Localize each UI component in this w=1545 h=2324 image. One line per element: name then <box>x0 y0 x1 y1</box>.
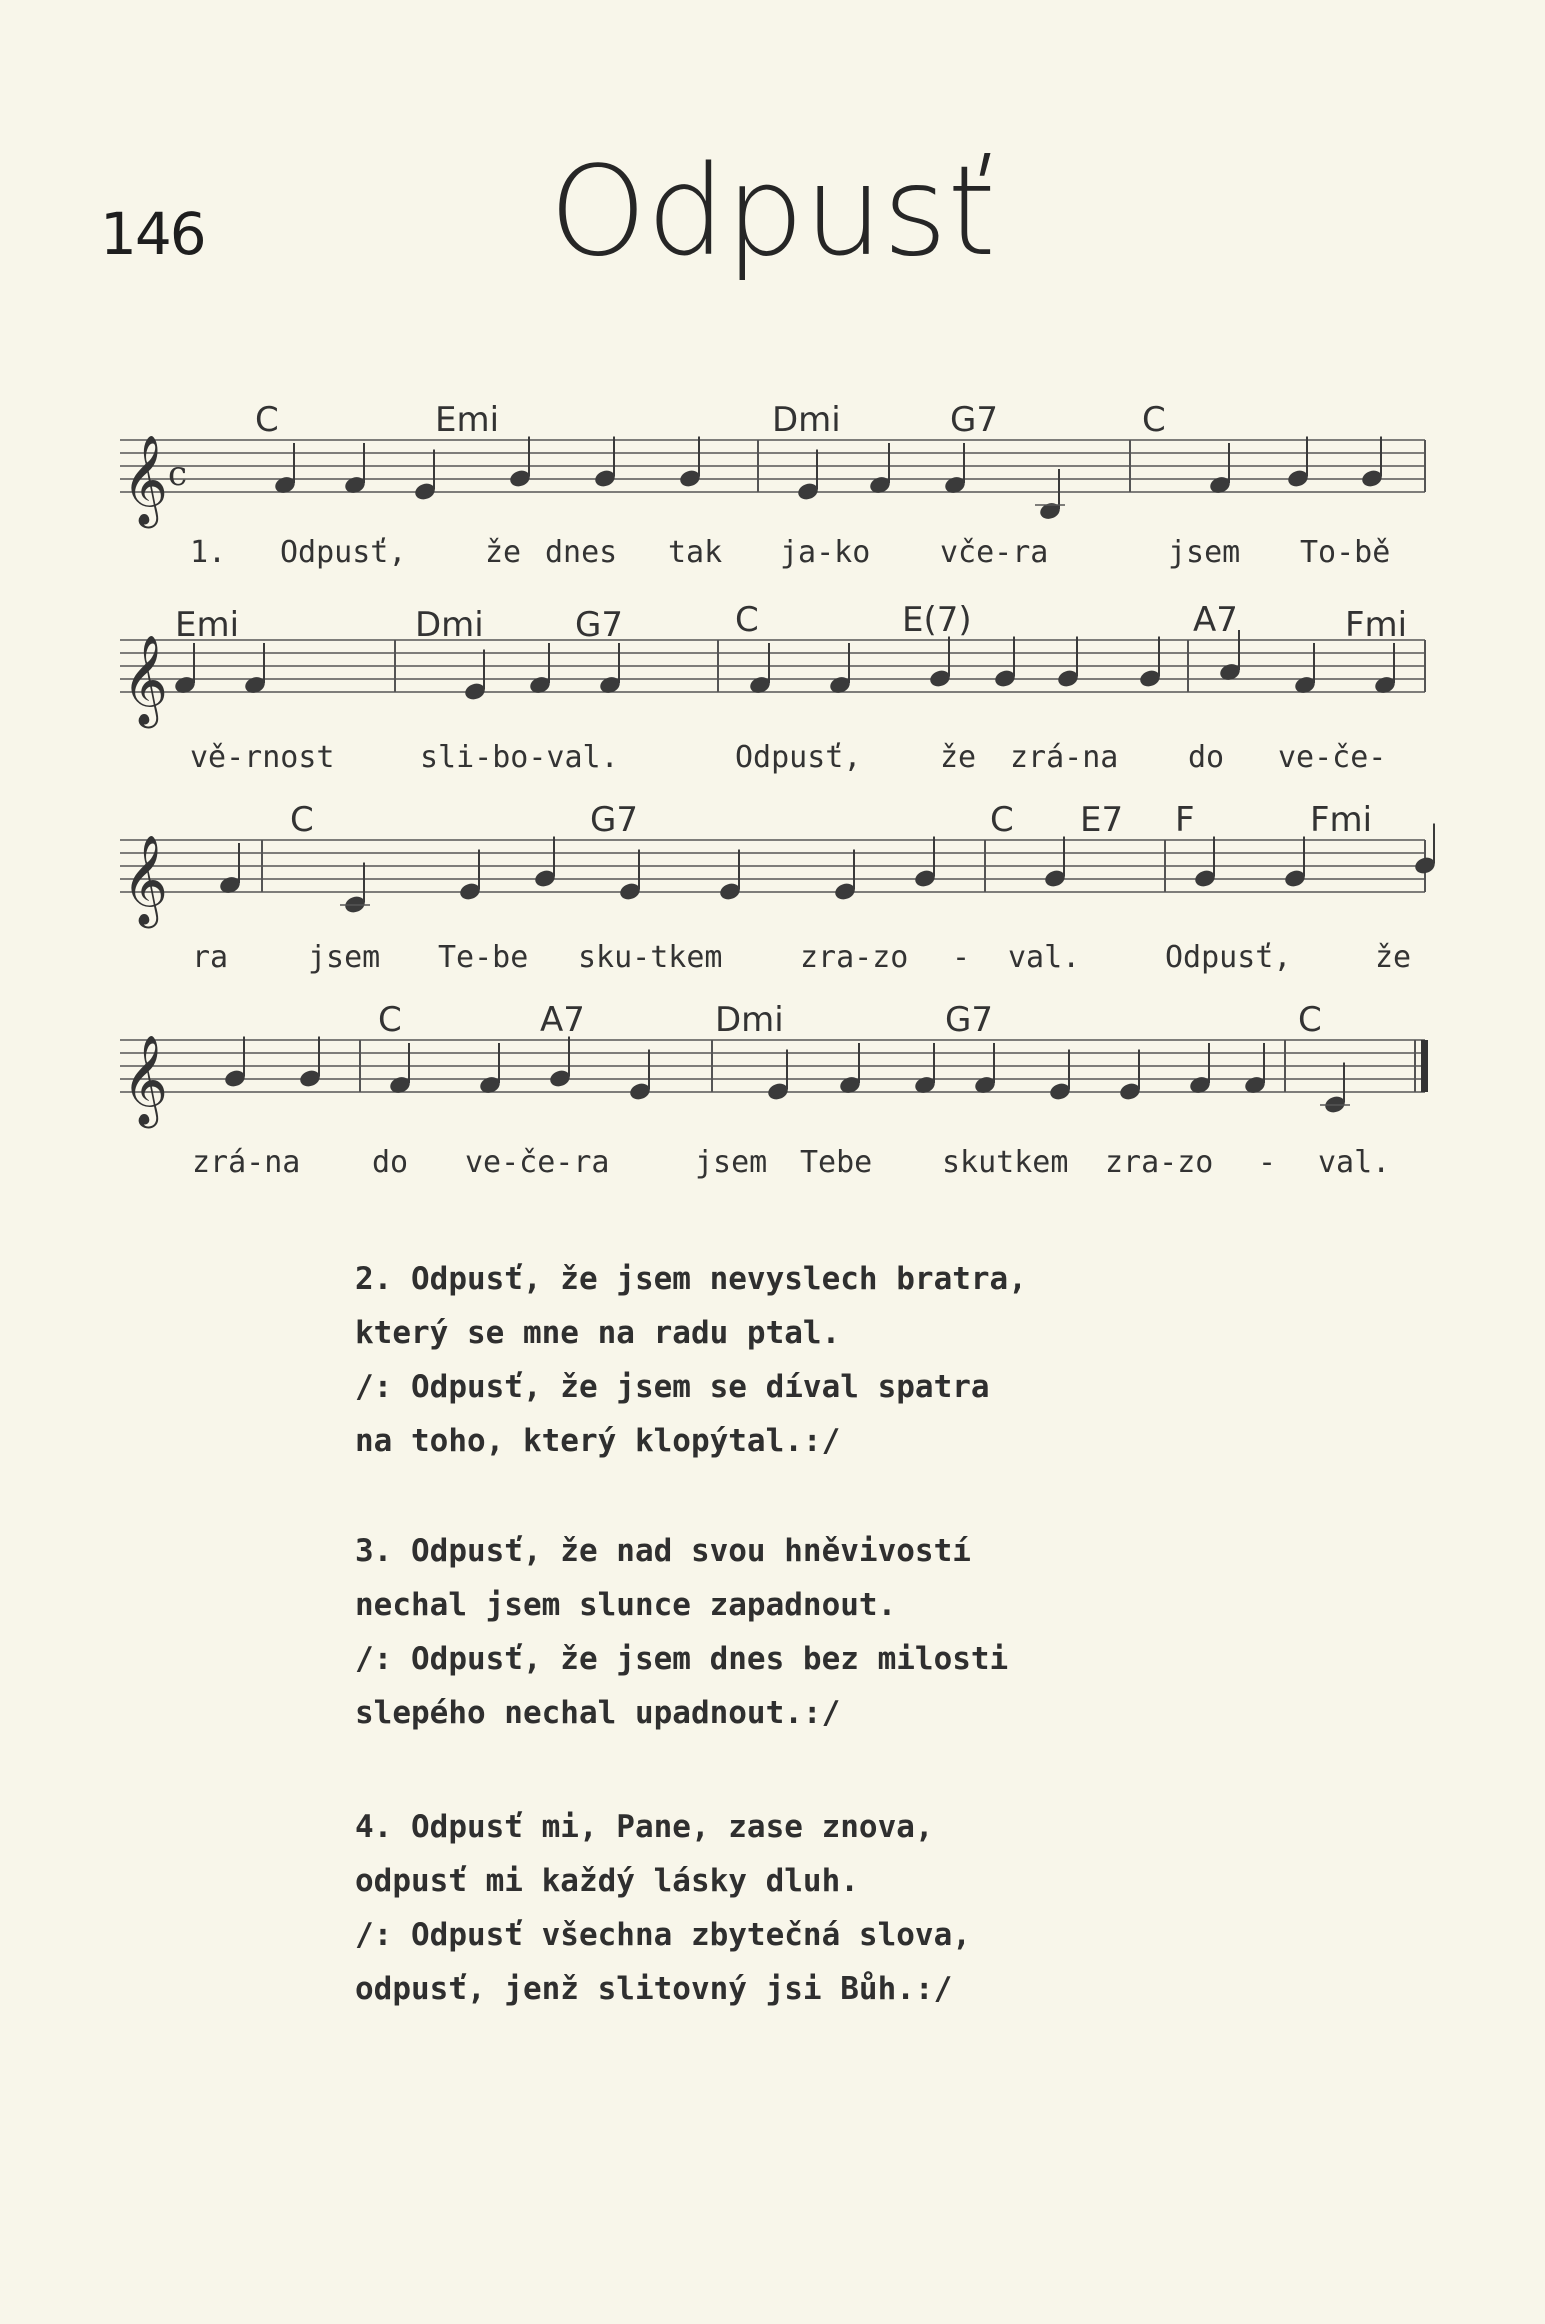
lyric-syllable: ve-če-ra <box>465 1145 610 1180</box>
chord: C <box>1142 400 1166 440</box>
lyric-syllable: - <box>1258 1145 1277 1180</box>
verse-line: nechal jsem slunce zapadnout. <box>355 1587 897 1623</box>
chord: A7 <box>1193 600 1238 640</box>
verse-line: 4. Odpusť mi, Pane, zase znova, <box>355 1809 934 1845</box>
chord: Dmi <box>415 605 484 645</box>
verse-line: 3. Odpusť, že nad svou hněvivostí <box>355 1533 971 1569</box>
chord: G7 <box>590 800 638 840</box>
chord: Emi <box>175 605 240 645</box>
chord: A7 <box>540 1000 585 1040</box>
lyric-syllable: zra-zo <box>1105 1145 1214 1180</box>
chord: C <box>290 800 314 840</box>
chord: F <box>1175 800 1195 840</box>
lyric-syllable: zrá-na <box>192 1145 301 1180</box>
staff-system-1 <box>0 400 1545 580</box>
lyric-syllable: 1. <box>190 535 227 570</box>
lyric-syllable: dnes <box>545 535 618 570</box>
lyric-syllable: Tebe <box>800 1145 873 1180</box>
chord: C <box>990 800 1014 840</box>
lyric-syllable: - <box>952 940 971 975</box>
lyric-syllable: sku-tkem <box>578 940 723 975</box>
chord: G7 <box>945 1000 993 1040</box>
time-signature: c <box>168 454 188 494</box>
verse-3 <box>355 1524 1008 1740</box>
chord: C <box>378 1000 402 1040</box>
lyric-syllable: zrá-na <box>1010 740 1119 775</box>
final-bar-thick <box>1421 1040 1428 1092</box>
lyric-syllable: tak <box>668 535 723 570</box>
staff-system-3 <box>0 800 1545 980</box>
lyric-syllable: jsem <box>308 940 381 975</box>
chord: Fmi <box>1345 605 1408 645</box>
lyric-syllable: Odpusť, <box>1165 940 1292 975</box>
lyric-syllable: že <box>485 535 522 570</box>
lyric-syllable: To-bě <box>1300 535 1391 570</box>
lyric-syllable: že <box>1375 940 1412 975</box>
page-number: 146 <box>100 200 205 268</box>
lyric-syllable: skutkem <box>942 1145 1069 1180</box>
verse-4 <box>355 1800 971 2016</box>
lyric-syllable: že <box>940 740 977 775</box>
chord: G7 <box>950 400 998 440</box>
verse-line: /: Odpusť, že jsem se díval spatra <box>355 1369 990 1405</box>
song-title: Odpusť <box>549 140 996 284</box>
lyric-syllable: zra-zo <box>800 940 909 975</box>
treble-clef: 𝄞 <box>122 835 169 925</box>
lyric-syllable: Te-be <box>438 940 529 975</box>
lyric-syllable: vě-rnost <box>190 740 335 775</box>
treble-clef: 𝄞 <box>122 435 169 525</box>
verse-line: který se mne na radu ptal. <box>355 1315 841 1351</box>
chord: G7 <box>575 605 623 645</box>
lyric-syllable: ra <box>192 940 229 975</box>
chord: Dmi <box>772 400 841 440</box>
staff-system-2 <box>0 600 1545 780</box>
verse-line: odpusť, jenž slitovný jsi Bůh.:/ <box>355 1971 953 2007</box>
treble-clef: 𝄞 <box>122 635 169 725</box>
verse-line: /: Odpusť, že jsem dnes bez milosti <box>355 1641 1009 1677</box>
chord: E(7) <box>902 600 972 640</box>
chord: E7 <box>1080 800 1124 840</box>
lyric-syllable: val. <box>1318 1145 1391 1180</box>
verse-line: odpusť mi každý lásky dluh. <box>355 1863 859 1899</box>
lyric-syllable: do <box>372 1145 409 1180</box>
chord: Fmi <box>1310 800 1373 840</box>
lyric-syllable: ja-ko <box>780 535 871 570</box>
chord: Dmi <box>715 1000 784 1040</box>
lyric-syllable: jsem <box>695 1145 768 1180</box>
verse-line: 2. Odpusť, že jsem nevyslech bratra, <box>355 1261 1027 1297</box>
verse-line: slepého nechal upadnout.:/ <box>355 1695 841 1731</box>
lyric-syllable: ve-če- <box>1278 740 1387 775</box>
lyric-syllable: val. <box>1008 940 1081 975</box>
lyric-syllable: jsem <box>1168 535 1241 570</box>
staff-system-4 <box>0 1000 1545 1180</box>
lyric-syllable: do <box>1188 740 1225 775</box>
verse-2 <box>355 1252 1027 1468</box>
lyric-syllable: sli-bo-val. <box>420 740 619 775</box>
treble-clef: 𝄞 <box>122 1035 169 1125</box>
lyric-syllable: vče-ra <box>940 535 1049 570</box>
chord: C <box>255 400 279 440</box>
verse-line: na toho, který klopýtal.:/ <box>355 1423 841 1459</box>
chord: C <box>1298 1000 1322 1040</box>
chord: Emi <box>435 400 500 440</box>
lyric-syllable: Odpusť, <box>735 740 862 775</box>
lyric-syllable: Odpusť, <box>280 535 407 570</box>
chord: C <box>735 600 759 640</box>
verse-line: /: Odpusť všechna zbytečná slova, <box>355 1917 971 1953</box>
